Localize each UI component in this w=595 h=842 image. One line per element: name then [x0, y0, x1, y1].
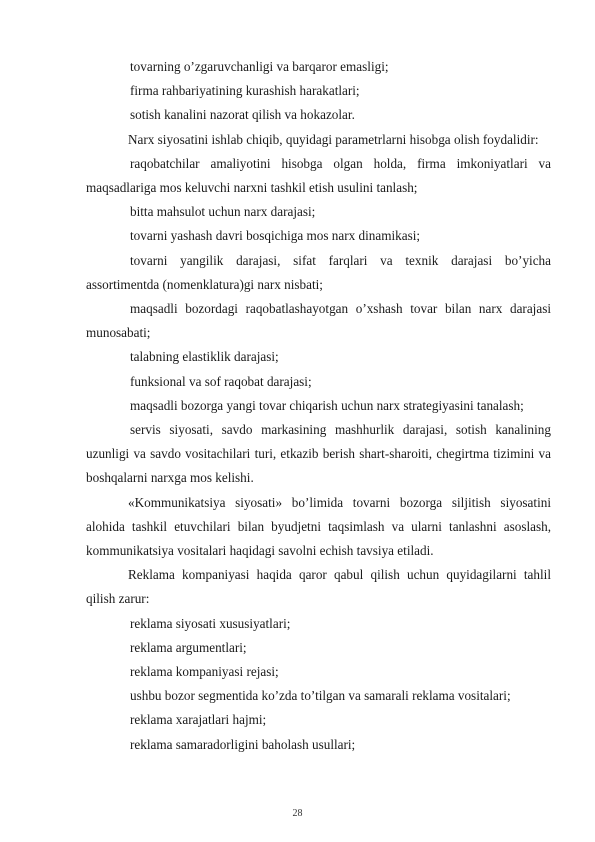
list-item: tovarni yangilik darajasi, sifat farqlari va texnik darajasi bo’yicha assortimentda (nomenklatura)gi narx nisbati;: [86, 252, 551, 292]
list-item: reklama xarajatlari hajmi;: [130, 712, 267, 728]
list-item: ushbu bozor segmentida ko’zda to’tilgan va samarali reklama vositalari;: [130, 688, 511, 704]
list-item: reklama siyosati xususiyatlari;: [130, 615, 291, 631]
list-item: raqobatchilar amaliyotini hisobga olgan holda, firma imkoniyatlari va maqsadlariga mos keluvchi narxni tashkil etish usulini tanlash;: [86, 155, 551, 196]
list-item: funksional va sof raqobat darajasi;: [130, 373, 312, 389]
list-item: reklama samaradorligini baholash usullari;: [130, 736, 356, 752]
list-item: maqsadli bozordagi raqobatlashayotgan o’xshash tovar bilan narx darajasi munosabati;: [86, 301, 551, 341]
list-item: tovarning o’zgaruvchanligi va barqaror emasligi;: [130, 59, 389, 74]
page-number: 28: [292, 808, 303, 819]
list-item: bitta mahsulot uchun narx darajasi;: [130, 204, 316, 220]
paragraph: «Kommunikatsiya siyosati» bo’limida tovarni bozorga siljitish siyosatini alohida tashkil etuvchilari bilan byudjetni taqsimlash va ularni tanlashni asoslash, kommunikatsiya vositalari haqidagi savolni echish tavsiya etiladi.: [86, 494, 551, 559]
list-item: reklama kompaniyasi rejasi;: [130, 664, 279, 680]
paragraph: Narx siyosatini ishlab chiqib, quyidagi parametrlarni hisobga olish foydalidir:: [128, 131, 539, 147]
document-body: [86, 55, 551, 757]
list-item: firma rahbariyatining kurashish harakatlari;: [130, 83, 360, 99]
list-item: reklama argumentlari;: [130, 639, 247, 655]
list-item: servis siyosati, savdo markasining mashhurlik darajasi, sotish kanalining uzunligi va savdo vositachilari turi, etkazib berish shart-sharoiti, chegirtma tizimini va boshqalarni narxga mos kelishi.: [86, 422, 551, 486]
paragraph: Reklama kompaniyasi haqida qaror qabul qilish uchun quyidagilarni tahlil qilish zarur:: [86, 567, 551, 607]
list-item: talabning elastiklik darajasi;: [130, 349, 279, 365]
list-item: tovarni yashash davri bosqichiga mos narx dinamikasi;: [130, 228, 421, 244]
list-item: sotish kanalini nazorat qilish va hokazolar.: [130, 107, 355, 123]
list-item: maqsadli bozorga yangi tovar chiqarish uchun narx strategiyasini tanalash;: [130, 397, 524, 413]
